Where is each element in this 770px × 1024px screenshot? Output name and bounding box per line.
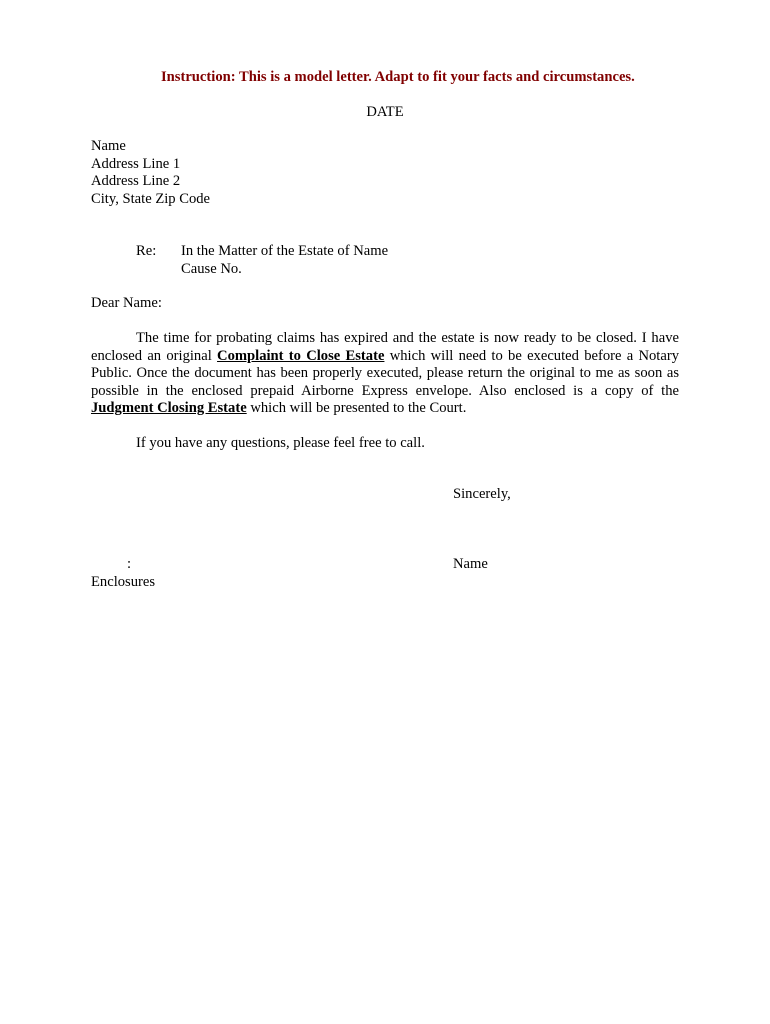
- re-cause-number: Cause No.: [181, 260, 242, 277]
- salutation: Dear Name:: [91, 295, 162, 311]
- closing-paragraph: If you have any questions, please feel free to call.: [136, 435, 425, 451]
- body-line-5-text-b: which will be presented to the Court.: [246, 400, 467, 416]
- closing-sincerely: Sincerely,: [453, 486, 511, 502]
- initials-colon: :: [127, 556, 132, 572]
- re-subject-block: [181, 243, 388, 278]
- body-line-2-text-a: enclosed an original: [91, 347, 218, 364]
- body-line-4: [91, 383, 679, 401]
- address-line-1: Address Line 1: [91, 155, 181, 172]
- city-state-zip: City, State Zip Code: [91, 190, 211, 207]
- re-matter: In the Matter of the Estate of Name: [181, 243, 389, 259]
- body-line-3: [91, 365, 679, 383]
- signer-name: Name: [453, 556, 488, 572]
- body-line-2: [91, 348, 679, 366]
- body-line-5: [91, 400, 679, 418]
- body-line-3-text: Public. Once the document has been properly executed, please return the original to me as soon as: [91, 365, 679, 381]
- judgment-document-title: Judgment Closing Estate: [91, 400, 247, 416]
- recipient-name: Name: [91, 138, 126, 154]
- body-line-1-text: The time for probating claims has expired and the estate is now ready to be closed. I have: [136, 330, 679, 346]
- body-line-4-text: possible in the enclosed prepaid Airborne Express envelope. Also enclosed is a copy of the: [91, 382, 679, 399]
- recipient-address-block: [91, 138, 210, 208]
- re-label: Re:: [136, 243, 157, 259]
- enclosures-note: Enclosures: [91, 574, 156, 590]
- address-line-2: Address Line 2: [91, 173, 181, 189]
- date-line: DATE: [366, 104, 404, 120]
- body-line-2-text-c: which will need to be executed before a Notary: [384, 347, 679, 364]
- body-paragraph: [91, 330, 679, 418]
- complaint-document-title: Complaint to Close Estate: [217, 347, 385, 364]
- instruction-note: Instruction: This is a model letter. Adapt to fit your facts and circumstances.: [161, 69, 635, 85]
- body-line-1: [91, 330, 679, 348]
